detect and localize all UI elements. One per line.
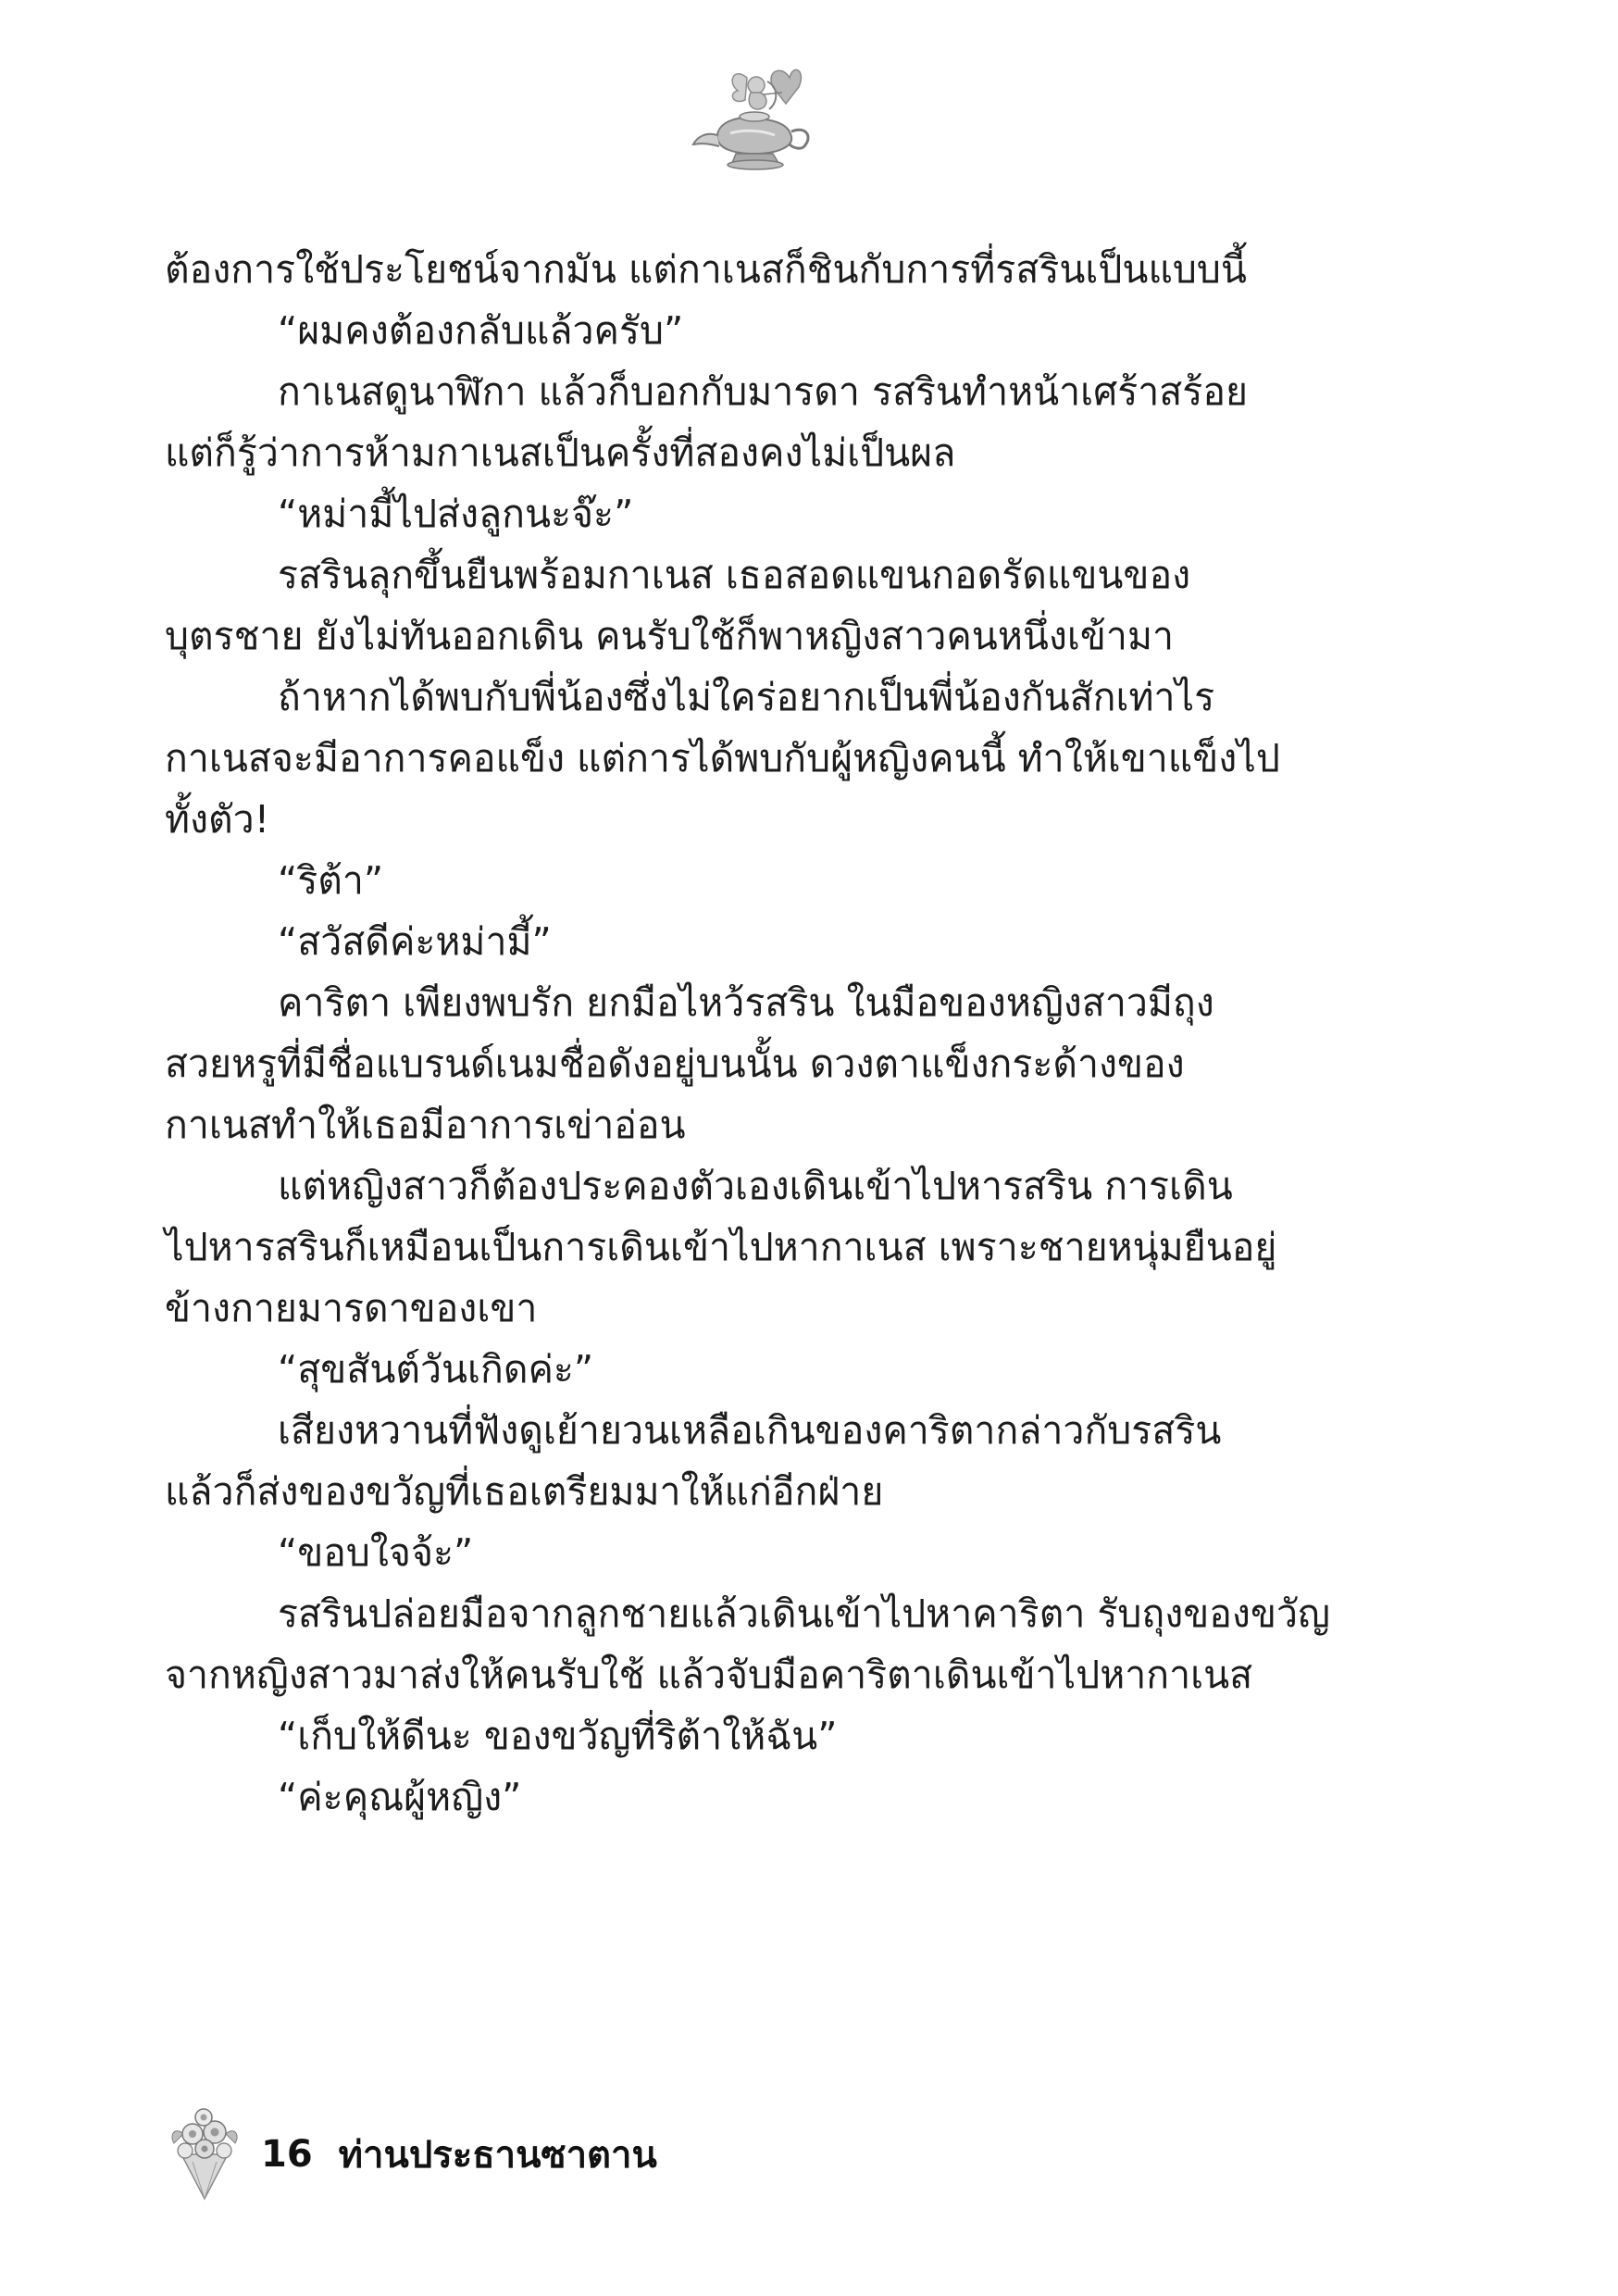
text-line: ถ้าหากได้พบกับพี่น้องซึ่งไม่ใคร่อยากเป็นพี่น้องกันสักเท่าไร	[278, 675, 1215, 719]
text-line: รสรินปล่อยมือจากลูกชายแล้วเดินเข้าไปหาคาริตา รับถุงของขวัญ	[278, 1591, 1330, 1636]
text-line: กาเนสดูนาฬิกา แล้วก็บอกกับมารดา รสรินทำหน้าเศร้าสร้อย	[278, 369, 1248, 414]
text-line: “สวัสดีค่ะหม่ามี้”	[278, 919, 552, 964]
cupid-teapot-icon	[690, 57, 819, 173]
text-line: “ผมคงต้องกลับแล้วครับ”	[278, 308, 684, 353]
text-line: “ริต้า”	[278, 858, 384, 903]
page-number: 16	[261, 2133, 313, 2176]
text-line: ต้องการใช้ประโยชน์จากมัน แต่กาเนสก็ชินกับการที่รสรินเป็นแบบนี้	[165, 247, 1247, 292]
text-line: “ค่ะคุณผู้หญิง”	[278, 1775, 522, 1819]
text-line: แต่หญิงสาวก็ต้องประคองตัวเองเดินเข้าไปหารสริน การเดิน	[278, 1164, 1233, 1208]
text-line: จากหญิงสาวมาส่งให้คนรับใช้ แล้วจับมือคาริตาเดินเข้าไปหากาเนส	[165, 1653, 1253, 1697]
text-line: ข้างกายมารดาของเขา	[165, 1286, 538, 1330]
text-line: คาริตา เพียงพบรัก ยกมือไหว้รสริน ในมือของหญิงสาวมีถุง	[278, 980, 1214, 1025]
text-line: ไปหารสรินก็เหมือนเป็นการเดินเข้าไปหากาเนส เพราะชายหนุ่มยืนอยู่	[165, 1225, 1277, 1269]
text-line: “สุขสันต์วันเกิดค่ะ”	[278, 1347, 594, 1391]
text-line: แต่ก็รู้ว่าการห้ามกาเนสเป็นครั้งที่สองคงไม่เป็นผล	[165, 430, 956, 475]
text-line: เสียงหวานที่ฟังดูเย้ายวนเหลือเกินของคาริตากล่าวกับรสริน	[278, 1408, 1222, 1453]
text-line: “เก็บให้ดีนะ ของขวัญที่ริต้าให้ฉัน”	[278, 1714, 838, 1758]
text-line: รสรินลุกขึ้นยืนพร้อมกาเนส เธอสอดแขนกอดรัดแขนของ	[278, 553, 1191, 597]
book-title: ท่านประธานซาตาน	[338, 2134, 657, 2177]
text-line: กาเนสจะมีอาการคอแข็ง แต่การได้พบกับผู้หญิงคนนี้ ทำให้เขาแข็งไป	[165, 736, 1280, 780]
text-line: “หม่ามี้ไปส่งลูกนะจ๊ะ”	[278, 492, 634, 536]
text-line: บุตรชาย ยังไม่ทันออกเดิน คนรับใช้ก็พาหญิงสาวคนหนึ่งเข้ามา	[165, 614, 1175, 658]
body-text	[165, 239, 1359, 1828]
page-footer	[165, 2103, 998, 2205]
text-line: สวยหรูที่มีชื่อแบรนด์เนมชื่อดังอยู่บนนั้น ดวงตาแข็งกระด้างของ	[165, 1042, 1185, 1086]
text-line: แล้วก็ส่งของขวัญที่เธอเตรียมมาให้แก่อีกฝ่าย	[165, 1469, 884, 1514]
text-line: “ขอบใจจ้ะ”	[278, 1530, 474, 1575]
flower-bouquet-icon	[165, 2106, 244, 2202]
text-line: กาเนสทำให้เธอมีอาการเข่าอ่อน	[165, 1103, 686, 1147]
text-line: ทั้งตัว!	[165, 797, 270, 842]
